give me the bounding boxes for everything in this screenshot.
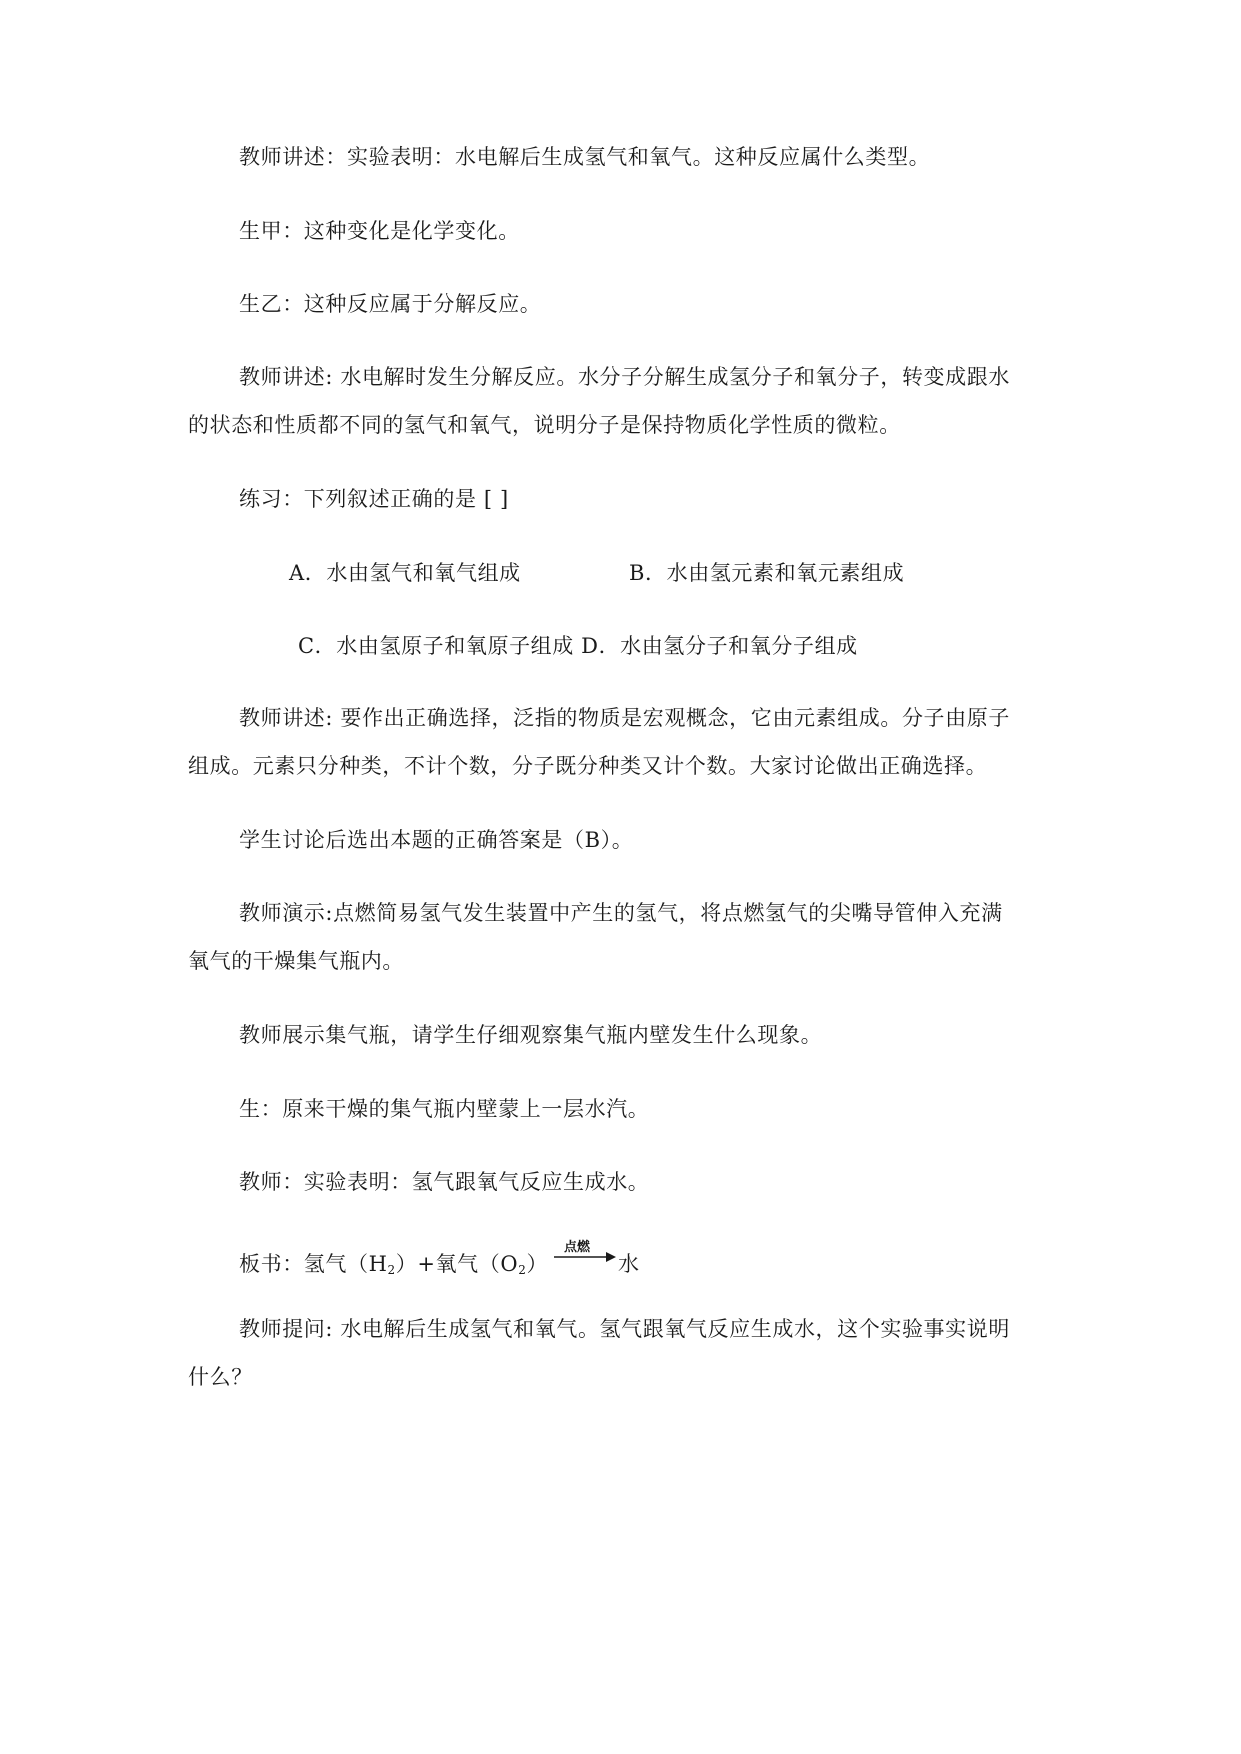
paragraph-teacher-question-line1: 教师提问: 水电解后生成氢气和氧气。氢气跟氧气反应生成水，这个实验事实说明 — [239, 1317, 1010, 1341]
paragraph-teacher-show: 教师展示集气瓶，请学生仔细观察集气瓶内壁发生什么现象。 — [239, 1023, 823, 1047]
equation-subscript-o: 2 — [518, 1263, 527, 1277]
paragraph-teacher-statement-3-line1: 教师讲述: 要作出正确选择，泛指的物质是宏观概念，它由元素组成。分子由原子 — [239, 706, 1010, 730]
equation-close: ） — [526, 1252, 549, 1276]
paragraph-teacher-conclusion: 教师：实验表明：氢气跟氧气反应生成水。 — [239, 1170, 650, 1194]
exercise-question: 练习：下列叙述正确的是 [ ] — [239, 487, 509, 511]
paragraph-teacher-demo-line1: 教师演示:点燃简易氢气发生装置中产生的氢气，将点燃氢气的尖嘴导管伸入充满 — [239, 901, 1003, 925]
equation-product: 水 — [618, 1252, 640, 1276]
reaction-condition-label: 点燃 — [564, 1240, 591, 1255]
paragraph-student-b: 生乙：这种反应属于分解反应。 — [239, 292, 542, 316]
blackboard-equation — [239, 1241, 640, 1285]
paragraph-student-a: 生甲：这种变化是化学变化。 — [239, 219, 520, 243]
paragraph-teacher-statement-1: 教师讲述：实验表明：水电解后生成氢气和氧气。这种反应属什么类型。 — [239, 145, 931, 169]
paragraph-teacher-statement-2-line1: 教师讲述: 水电解时发生分解反应。水分子分解生成氢分子和氧分子，转变成跟水 — [239, 365, 1010, 389]
paragraph-teacher-statement-2-line2: 的状态和性质都不同的氢气和氧气，说明分子是保持物质化学性质的微粒。 — [188, 413, 901, 437]
paragraph-teacher-question-line2: 什么？ — [188, 1365, 253, 1389]
arrow-right-icon — [554, 1251, 616, 1263]
exercise-option-b: B．水由氢元素和氧元素组成 — [629, 561, 905, 585]
exercise-options-c-d: C．水由氢原子和氧原子组成 D．水由氢分子和氧分子组成 — [298, 634, 858, 658]
equation-prefix: 板书：氢气（H — [239, 1252, 388, 1276]
paragraph-teacher-statement-3-line2: 组成。元素只分种类，不计个数，分子既分种类又计个数。大家讨论做出正确选择。 — [188, 754, 988, 778]
exercise-option-a: A．水由氢气和氧气组成 — [289, 561, 521, 585]
paragraph-teacher-demo-line2: 氧气的干燥集气瓶内。 — [188, 949, 404, 973]
equation-subscript-h: 2 — [387, 1263, 396, 1277]
equation-middle: ）+氧气（O — [395, 1252, 519, 1276]
reaction-arrow — [554, 1241, 616, 1271]
paragraph-student-observe: 生：原来干燥的集气瓶内壁蒙上一层水汽。 — [239, 1097, 650, 1121]
paragraph-answer: 学生讨论后选出本题的正确答案是（B）。 — [239, 828, 634, 852]
